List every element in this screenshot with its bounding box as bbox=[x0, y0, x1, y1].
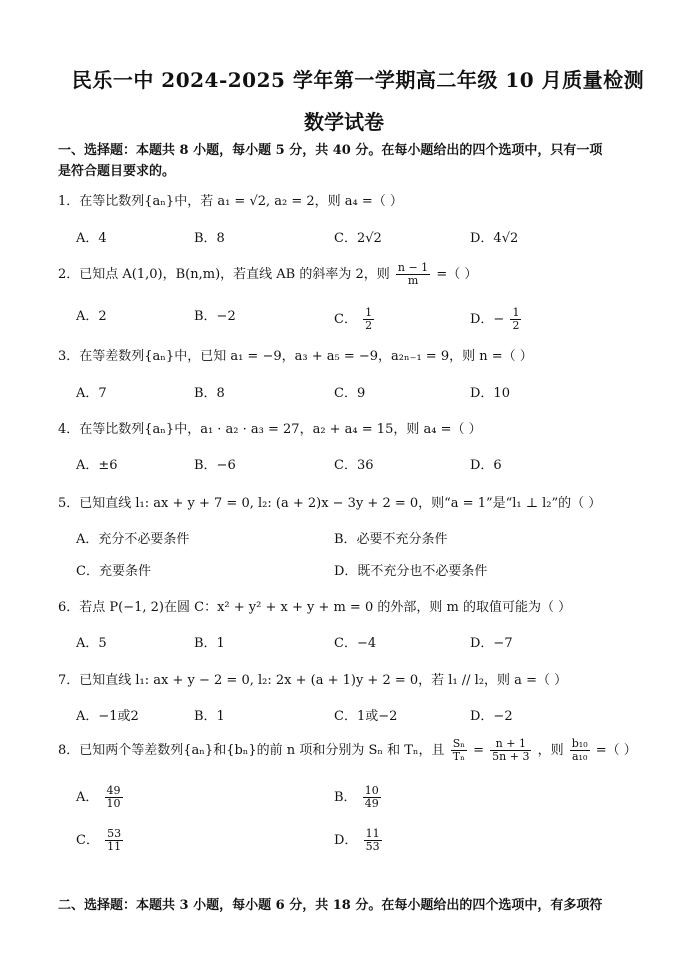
question-6-option-b: B．1 bbox=[194, 636, 225, 651]
question-8-f1-numerator: Sₙ bbox=[452, 737, 465, 750]
section-2-instructions-line-1: 二、选择题：本题共 3 小题，每小题 6 分，共 18 分。在每小题给出的四个选项中，有多项符 bbox=[58, 898, 603, 913]
question-8-f2-numerator: n + 1 bbox=[490, 738, 531, 751]
question-2-option-d-numerator: 1 bbox=[512, 306, 520, 319]
question-4-option-d: D．6 bbox=[470, 458, 502, 473]
question-2-option-c-label: C． bbox=[334, 312, 357, 327]
question-5-option-a: A．充分不必要条件 bbox=[76, 532, 190, 547]
question-8-option-b-denominator: 49 bbox=[364, 797, 379, 810]
question-2-option-d bbox=[470, 307, 523, 332]
question-8-equals: = bbox=[473, 743, 485, 758]
question-8-fraction-ratio bbox=[490, 738, 531, 763]
question-8-option-a-fraction bbox=[105, 785, 123, 810]
question-2-fraction-denominator: m bbox=[407, 274, 419, 287]
question-6-option-d: D．−7 bbox=[470, 636, 513, 651]
question-8-stem-end: =（ ） bbox=[595, 743, 637, 758]
question-8-option-b-numerator: 10 bbox=[364, 784, 379, 797]
question-2-fraction-numerator: n − 1 bbox=[397, 261, 429, 274]
question-8-option-c-denominator: 11 bbox=[107, 840, 122, 853]
question-8-stem bbox=[58, 738, 637, 763]
question-8-option-a-denominator: 10 bbox=[106, 797, 121, 810]
question-6-option-a: A．5 bbox=[76, 636, 107, 651]
question-8-option-b-label: B． bbox=[334, 790, 357, 805]
question-2-option-b: B．−2 bbox=[194, 309, 236, 324]
question-7-option-b: B．1 bbox=[194, 709, 225, 724]
question-5-option-b: B．必要不充分条件 bbox=[334, 532, 448, 547]
question-1-option-d: D．4√2 bbox=[470, 231, 519, 246]
section-1-instructions-line-2: 是符合题目要求的。 bbox=[58, 164, 176, 179]
question-8-option-a-label: A． bbox=[76, 790, 99, 805]
question-6-option-c: C．−4 bbox=[334, 636, 377, 651]
question-7-option-c: C．1或−2 bbox=[334, 709, 398, 724]
question-8-option-c bbox=[76, 828, 125, 853]
question-8-option-d-label: D． bbox=[334, 833, 358, 848]
question-2-option-c bbox=[334, 307, 376, 332]
question-2-stem bbox=[58, 262, 477, 287]
question-2-stem-end: =（ ） bbox=[436, 267, 478, 282]
question-8-option-d-fraction bbox=[364, 828, 382, 853]
question-8-f3-numerator: b₁₀ bbox=[571, 737, 588, 750]
question-3-option-c: C．9 bbox=[334, 386, 366, 401]
question-8-option-b bbox=[334, 785, 383, 810]
question-8-option-d-numerator: 11 bbox=[365, 827, 380, 840]
question-8-option-d-denominator: 53 bbox=[365, 840, 380, 853]
section-1-instructions-line-1: 一、选择题：本题共 8 小题，每小题 5 分，共 40 分。在每小题给出的四个选项中，只有一项 bbox=[58, 143, 603, 158]
question-3-option-b: B．8 bbox=[194, 386, 225, 401]
question-8-option-c-label: C． bbox=[76, 833, 99, 848]
question-2-option-a: A．2 bbox=[76, 309, 107, 324]
question-6-stem: 6．若点 P(−1, 2)在圆 C：x² + y² + x + y + m = 0 的外部，则 m 的取值可能为（ ） bbox=[58, 600, 572, 615]
question-4-option-c: C．36 bbox=[334, 458, 374, 473]
question-3-option-d: D．10 bbox=[470, 386, 510, 401]
question-4-option-a: A．±6 bbox=[76, 458, 118, 473]
question-2-option-d-label: D．− bbox=[470, 312, 505, 327]
question-8-option-a bbox=[76, 785, 125, 810]
exam-subtitle: 数学试卷 bbox=[304, 110, 384, 134]
exam-title: 民乐一中 2024-2025 学年第一学期高二年级 10 月质量检测 bbox=[71, 68, 645, 92]
question-5-stem: 5．已知直线 l₁: ax + y + 7 = 0, l₂: (a + 2)x − 3y + 2 = 0，则“a = 1”是“l₁ ⊥ l₂”的（ ） bbox=[58, 496, 602, 511]
question-8-fraction-b-over-a bbox=[570, 738, 590, 763]
question-7-stem: 7．已知直线 l₁: ax + y − 2 = 0, l₂: 2x + (a + 1)y + 2 = 0，若 l₁ // l₂，则 a =（ ） bbox=[58, 673, 568, 688]
question-8-option-c-numerator: 53 bbox=[107, 827, 122, 840]
question-8-f1-denominator: Tₙ bbox=[452, 750, 465, 763]
question-1-option-b: B．8 bbox=[194, 231, 225, 246]
question-8-f3-denominator: a₁₀ bbox=[572, 750, 588, 763]
question-5-option-d: D．既不充分也不必要条件 bbox=[334, 564, 488, 579]
question-1-option-a: A．4 bbox=[76, 231, 107, 246]
question-8-f2-denominator: 5n + 3 bbox=[492, 750, 530, 763]
question-2-option-c-fraction bbox=[363, 307, 374, 332]
question-1-option-c: C．2√2 bbox=[334, 231, 382, 246]
question-8-option-d bbox=[334, 828, 384, 853]
question-5-option-c: C．充要条件 bbox=[76, 564, 151, 579]
question-8-stem-text: 8．已知两个等差数列{aₙ}和{bₙ}的前 n 项和分别为 Sₙ 和 Tₙ，且 bbox=[58, 743, 445, 758]
question-8-fraction-s-over-t bbox=[451, 738, 467, 763]
question-8-stem-mid: ，则 bbox=[537, 743, 564, 758]
question-2-option-d-fraction bbox=[510, 307, 521, 332]
question-8-option-b-fraction bbox=[363, 785, 381, 810]
question-2-option-d-denominator: 2 bbox=[512, 319, 520, 332]
question-4-stem: 4．在等比数列{aₙ}中，a₁ · a₂ · a₃ = 27，a₂ + a₄ = 15，则 a₄ =（ ） bbox=[58, 422, 482, 437]
question-3-stem: 3．在等差数列{aₙ}中，已知 a₁ = −9，a₃ + a₅ = −9，a₂ₙ₋₁ = 9，则 n =（ ） bbox=[58, 349, 533, 364]
question-2-option-c-denominator: 2 bbox=[365, 319, 373, 332]
question-8-option-a-numerator: 49 bbox=[106, 784, 121, 797]
question-2-stem-text: 2．已知点 A(1,0)，B(n,m)，若直线 AB 的斜率为 2，则 bbox=[58, 267, 390, 282]
question-4-option-b: B．−6 bbox=[194, 458, 236, 473]
question-3-option-a: A．7 bbox=[76, 386, 107, 401]
question-7-option-d: D．−2 bbox=[470, 709, 513, 724]
question-2-fraction bbox=[396, 262, 430, 287]
question-8-option-c-fraction bbox=[105, 828, 123, 853]
question-2-option-c-numerator: 1 bbox=[365, 306, 373, 319]
question-7-option-a: A．−1或2 bbox=[76, 709, 139, 724]
question-1-stem: 1．在等比数列{aₙ}中，若 a₁ = √2, a₂ = 2，则 a₄ =（ ） bbox=[58, 194, 403, 209]
